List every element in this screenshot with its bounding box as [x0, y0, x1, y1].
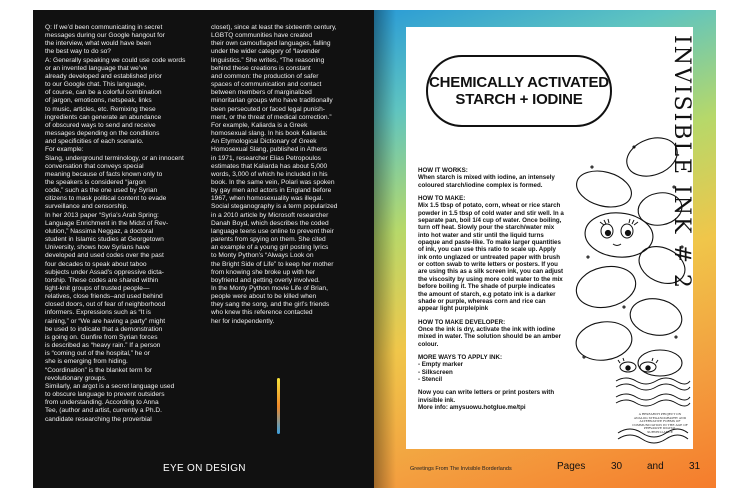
developer-heading: HOW TO MAKE DEVELOPER: [418, 318, 506, 326]
article-line: four decades to speak about taboo [45, 260, 147, 268]
article-line: or an invented language that we’ve [45, 64, 148, 72]
article-line: citizens to mask political content to evade [45, 195, 167, 203]
article-line: 1967, when homosexuality was illegal. [211, 195, 324, 203]
article-line: Similarly, an argot is a secret language used [45, 382, 175, 390]
article-line: revolutionary groups. [45, 374, 107, 382]
article-line: Slang, underground terminology, or an innocent [45, 154, 184, 162]
invisibility-stamp-graphic [612, 357, 692, 449]
article-line: estimates that Kaliarda has about 5,000 [211, 162, 328, 170]
article-line: messages during our Google hangout for [45, 32, 165, 40]
article-line: Language Enrichment in the Midst of Rev- [45, 219, 169, 227]
article-line: An Etymological Dictionary of Greek [211, 138, 317, 146]
article-line: For example: [45, 146, 84, 154]
article-line: book. In the same vein, Polari was spoken [211, 178, 335, 186]
article-line: torship. These codes are shared within [45, 276, 159, 284]
article-line: relatives, close friends–and used behind [45, 293, 163, 301]
magazine-spread [33, 10, 716, 488]
how-it-works-text: When starch is mixed with iodine, an intensely coloured starch/iodine complex is formed. [418, 174, 555, 189]
potato-cartoon-illustration [564, 127, 692, 377]
developer-text: Once the ink is dry, activate the ink with iodine mixed in water. The solution should be an amber colour. [418, 325, 562, 348]
article-line: subjects under Assad’s oppressive dicta- [45, 268, 164, 276]
potato-face [600, 219, 638, 246]
article-line: parents from spying on them. She cited [211, 236, 326, 244]
closing-text: Now you can write letters or print posters with invisible ink. [418, 389, 555, 404]
list-item: - Stencil [418, 375, 443, 383]
article-line: Q: If we’d been communicating in secret [45, 24, 163, 31]
section-credit: Greetings From The Invisible Borderlands [410, 466, 512, 472]
article-column-1 [45, 24, 205, 424]
article-line: in 1971, researcher Elias Petropoulos [211, 154, 321, 162]
left-page [33, 10, 374, 488]
article-line: their own camouflaged languages, falling [211, 40, 331, 48]
article-line: surveillance and censorship. [45, 203, 129, 211]
more-ways-heading: MORE WAYS TO APPLY INK: [418, 353, 503, 361]
article-line: language teens use online to prevent their [211, 227, 334, 235]
article-line: olution,” Nassima Neggaz, a doctoral [45, 227, 154, 235]
page-number-a: 30 [611, 461, 623, 472]
article-line: to obscure language to prevent outsiders [45, 391, 165, 399]
article-line: LGBTQ communities have created [211, 32, 313, 40]
article-line: code,” such as the one used by Syrian [45, 187, 158, 195]
stamp-caption: A RESEARCH PROJECT ON ANALOG STEGANOGRAPHY AND ALTERNATIVE FORMS OF COMMUNICATION IN THE AGE OF PERVASIVE DIGITAL SURVEILLANCE [632, 412, 688, 434]
article-line: been persecuted or faced legal punish- [211, 105, 326, 113]
article-line: they sang the song, and the girl’s friends [211, 301, 330, 309]
article-line: from knowing she broke up with her [211, 268, 316, 276]
article-line: and specificities of each scenario. [45, 138, 144, 146]
article-line: who knew this reference contacted [211, 309, 313, 317]
article-line: is described as “heavy rain.” If a person [45, 342, 161, 350]
poster-instructions [418, 167, 566, 411]
article-line: spaces of communication and contact [211, 81, 322, 89]
article-line: tight-knit groups of trusted people— [45, 285, 150, 292]
article-line: “Coordination” is the blanket term for [45, 366, 153, 374]
article-line: candidate researching the proverbial [45, 415, 152, 423]
article-line: boyfriend and getting overly involved. [211, 276, 320, 284]
how-it-works-heading: HOW IT WORKS: [418, 167, 468, 174]
poster-title-line2: STARCH + IODINE [455, 91, 583, 108]
publication-footer: EYE ON DESIGN [163, 463, 246, 474]
article-line: her for independently. [211, 317, 275, 325]
article-line: the best way to do so? [45, 48, 111, 56]
list-item: - Silkscreen [418, 368, 453, 376]
article-line: ingredients can generate an abundance [45, 113, 162, 121]
article-line: homosexual slang. In his book Kaliarda: [211, 130, 328, 138]
how-to-make-heading: HOW TO MAKE: [418, 195, 466, 203]
article-line: linguistics.” She writes, “The reasoning [211, 56, 325, 64]
article-line: and common: the production of safer [211, 72, 319, 80]
article-line: behind these creations is constant [211, 64, 311, 72]
article-line: between members of marginalized [211, 89, 312, 97]
article-line: messages depending on the conditions [45, 130, 160, 138]
article-line: In the Monty Python movie Life of Brian, [211, 285, 328, 292]
article-line: the speakers is considered “jargon [45, 178, 146, 186]
poster-title-badge [426, 55, 612, 127]
article-line: minoritarian groups who have traditionally [211, 97, 333, 105]
article-line: by gay men and actors in England before [211, 187, 332, 195]
article-line: For example, Kaliarda is a Greek [211, 121, 308, 129]
more-info-link: More info: amysuowu.hotglue.me/tpi [418, 403, 526, 411]
article-line: student in Islamic studies at Georgetown [45, 236, 164, 244]
article-line: she is emerging from hiding. [45, 358, 128, 366]
article-line: meaning because of facts known only to [45, 170, 163, 178]
article-line: ment, or the threat of medical correction.” [211, 113, 332, 121]
article-line: Social steganography is a term popularized [211, 203, 338, 211]
article-line: Homosexual Slang, published in Athens [211, 146, 328, 154]
article-line: of course, can be a colorful combination [45, 89, 162, 97]
right-page [374, 10, 716, 488]
article-line: University, shows how Syrians have [45, 244, 150, 252]
and-label: and [647, 461, 664, 472]
article-line: words, 3,000 of which he included in his [211, 170, 328, 178]
article-line: Tee, (author and artist, currently a Ph.D. [45, 407, 162, 415]
article-line: an example of a young girl posting lyrics [211, 244, 329, 252]
article-line: is going on. Gunfire from Syrian forces [45, 333, 158, 341]
article-line: the Bright Side of Life” to keep her mother [211, 260, 334, 268]
pages-label: Pages [557, 461, 586, 472]
article-line: in a 2010 article by Microsoft researcher [211, 211, 329, 219]
how-to-make-text: Mix 1.5 tbsp of potato, corn, wheat or rice starch powder in 1.5 tbsp of cold water and stir well. In a separate pan, boil 1/4 cup of water. Once boiling, turn off heat. Slowly pour the starch/water mix into hot water and stir until the liquid turns opaque and paste-like. To make larger quantities of ink, you can use this ratio to scale up. Apply ink onto unglazed or untreated paper with brush or cotton swab to write letters or posters. If you are using this as a silk screen ink, you can adjust the viscosity by using more cold water to the mix before boiling it. The shade of purple indicates the amount of starch, e.g potato ink is a darker shade or purple, whereas corn and rice can appear light purple/pink [418, 202, 564, 313]
vertical-poster-title: INVISIBLE INK # 2 [669, 35, 694, 290]
poster-title-line1: CHEMICALLY ACTIVATED [429, 74, 609, 91]
page-number-b: 31 [689, 461, 701, 472]
article-line: closet), since at least the sixteenth century, [211, 24, 337, 31]
article-line: is “coming out of the hospital,” he or [45, 350, 150, 358]
article-line: Danah Boyd, which describes the coded [211, 219, 329, 227]
article-line: people were about to be killed when [211, 293, 317, 301]
poster-sheet [406, 27, 693, 449]
article-line: from understanding. According to Anna [45, 399, 159, 407]
article-line: developed and used codes over the past [45, 252, 164, 260]
article-line: of obscured ways to send and receive [45, 121, 156, 129]
article-column-2 [211, 24, 369, 326]
article-line: to our Google chat. This language, [45, 81, 147, 89]
more-ways-list [418, 361, 566, 383]
article-line: to music, articles, etc. Remixing these [45, 105, 156, 113]
gradient-accent-stripe [277, 378, 280, 434]
list-item: - Empty marker [418, 361, 464, 369]
article-line: the interview, what would have been [45, 40, 151, 48]
article-line: already developed and established prior [45, 72, 162, 80]
article-line: informers. Expressions such as “It is [45, 309, 151, 317]
article-line: to Monty Python’s “Always Look on [211, 252, 314, 260]
article-line: under the wider category of “lavender [211, 48, 321, 56]
article-line: be used to indicate that a demonstration [45, 325, 163, 333]
article-line: conversation that conveys special [45, 162, 144, 170]
article-line: A: Generally speaking we could use code words [45, 56, 186, 64]
article-line: of jargon, emoticons, netspeak, links [45, 97, 152, 105]
gutter-shadow [374, 10, 396, 488]
article-line: raining,” or “We are having a party” might [45, 317, 166, 325]
article-line: In her 2013 paper “Syria’s Arab Spring: [45, 211, 159, 219]
article-line: closed doors, out of fear of neighborhood [45, 301, 166, 309]
